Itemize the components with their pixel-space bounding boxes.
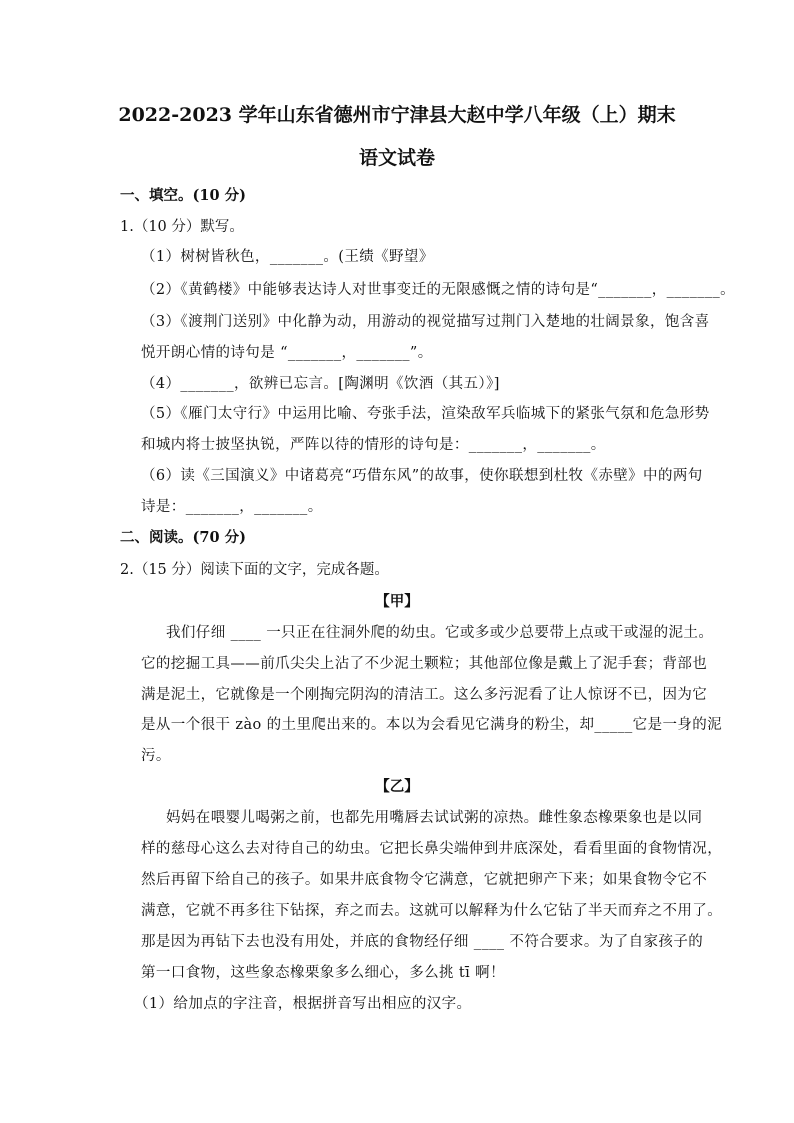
section1-heading: 一、填空。(10 分): [120, 187, 246, 204]
part-b-line-2: 样的慈母心这么去对待自己的幼虫。它把长鼻尖端伸到井底深处，看看里面的食物情况，: [141, 841, 723, 857]
part-a-line-1: 我们仔细 ____ 一只正在往洞外爬的幼虫。它或多或少总要带上点或干或湿的泥土。: [166, 625, 714, 641]
part-b-line-5: 那是因为再钻下去也没有用处，并底的食物经仔细 ____ 不符合要求。为了自家孩子的: [141, 934, 704, 950]
q1-item-4: （4）_______，欲辨已忘言。[陶渊明《饮酒（其五）》]: [141, 376, 500, 392]
q1-item-6-cont: 诗是：_______，_______。: [141, 499, 323, 515]
q1-item-5-cont: 和城内将士披坚执锐，严阵以待的情形的诗句是：_______，_______。: [141, 437, 606, 453]
part-b-line-6: 第一口食物，这些象态橡栗象多么细心，多么挑 tī 啊！: [141, 965, 505, 981]
part-a-line-3: 满是泥土，它就像是一个刚掏完阴沟的清洁工。这么多污泥看了让人惊讶不已，因为它: [141, 687, 708, 703]
q1-item-3-cont: 悦开朗心情的诗句是 “_______，_______”。: [141, 345, 433, 361]
q2-stem: 2.（15 分）阅读下面的文字，完成各题。: [120, 562, 389, 578]
part-b-line-4: 满意，它就不再多往下钻探，弃之而去。这就可以解释为什么它钻了半天而弃之不用了。: [141, 903, 723, 919]
part-b-line-1: 妈妈在喂婴儿喝粥之前，也都先用嘴唇去试试粥的凉热。雌性象态橡栗象也是以同: [166, 810, 703, 826]
q1-stem: 1.（10 分）默写。: [120, 219, 244, 235]
q2-sub1: （1）给加点的字注音，根据拼音写出相应的汉字。: [134, 996, 472, 1012]
q1-item-2: （2）《黄鹤楼》中能够表达诗人对世事变迁的无限感慨之情的诗句是“_______，_______。: [141, 282, 736, 298]
part-b-line-3: 然后再留下给自己的孩子。如果井底食物令它满意，它就把卵产下来；如果食物令它不: [141, 872, 708, 888]
part-a-line-4: 是从一个很干 zào 的土里爬出来的。本以为会看见它满身的粉尘，却_____它是一身的泥: [141, 717, 723, 733]
q1-item-5: （5）《雁门太守行》中运用比喻、夸张手法，渲染敌军兵临城下的紧张气氛和危急形势: [141, 406, 710, 422]
section2-heading: 二、阅读。(70 分): [120, 529, 246, 546]
q1-item-6: （6）读《三国演义》中诸葛亮“巧借东风”的故事，使你联想到杜牧《赤壁》中的两句: [141, 468, 703, 484]
q1-item-3: （3）《渡荆门送别》中化静为动，用游动的视觉描写过荆门入楚地的壮阔景象，饱含喜: [141, 314, 710, 330]
q1-item-1: （1）树树皆秋色，_______。(王绩《野望》: [141, 249, 434, 265]
part-a-line-5: 污。: [141, 748, 171, 764]
part-a-label: 【甲】: [375, 593, 419, 610]
part-b-label: 【乙】: [375, 778, 419, 795]
exam-title-line2: 语文试卷: [358, 147, 435, 169]
part-a-line-2: 它的挖掘工具——前爪尖尖上沾了不少泥土颗粒；其他部位像是戴上了泥手套；背部也: [141, 656, 708, 672]
exam-title-line1: 2022-2023 学年山东省德州市宁津县大赵中学八年级（上）期末: [118, 104, 676, 126]
